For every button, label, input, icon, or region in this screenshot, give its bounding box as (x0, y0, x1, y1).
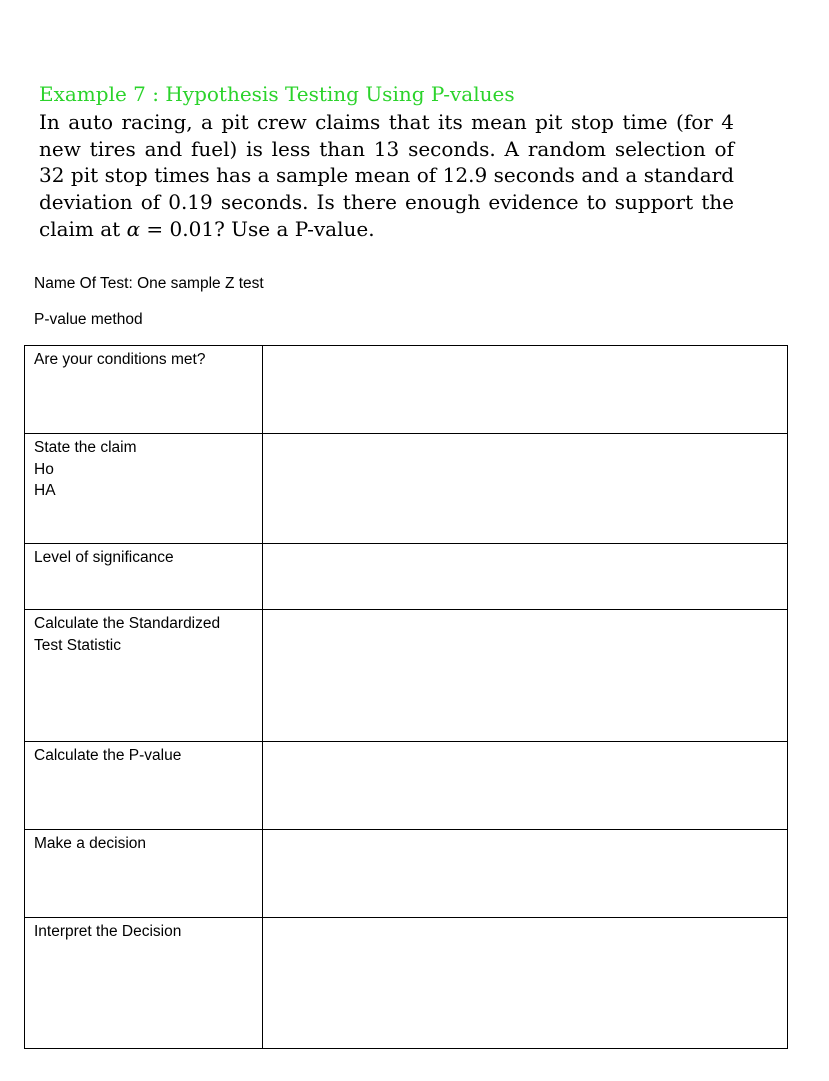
alpha-value-text: = 0.01? Use a P-value. (140, 216, 375, 241)
label-line: State the claim (34, 439, 137, 456)
label-line: Level of significance (34, 549, 174, 566)
table-row (25, 742, 788, 830)
table-row (25, 346, 788, 434)
label-line: Are your conditions met? (34, 351, 206, 368)
worksheet-table (24, 345, 788, 1049)
label-line: Calculate the P-value (34, 747, 182, 764)
table-row (25, 544, 788, 610)
method-label: P-value method (34, 311, 143, 328)
answer-cell-interpret[interactable] (263, 918, 788, 1049)
table-row (25, 918, 788, 1049)
row-label-interpret (25, 918, 263, 1049)
problem-text: In auto racing, a pit crew claims that its mean pit stop time (for 4 new tires and fuel) is less than 13 seconds. A random selection of 32 pit stop times has a sample mean of 12.9 seconds and a standard deviation of 0.19 seconds. Is there enough evidence to support the claim at (39, 110, 734, 241)
label-line: HA (34, 482, 56, 499)
test-name: Name Of Test: One sample Z test (34, 275, 264, 292)
label-line: Make a decision (34, 835, 147, 852)
alpha-symbol: α (126, 216, 141, 241)
label-line: Test Statistic (34, 636, 121, 654)
example-title: Example 7 : Hypothesis Testing Using P-values (39, 82, 515, 106)
label-line: Ho (34, 460, 54, 478)
answer-cell-p-value[interactable] (263, 742, 788, 830)
row-label-test-statistic (25, 610, 263, 742)
label-line: Calculate the Standardized (34, 615, 221, 632)
table-row (25, 434, 788, 544)
table-row (25, 610, 788, 742)
answer-cell-test-statistic[interactable] (263, 610, 788, 742)
row-label-conditions (25, 346, 263, 434)
row-label-significance (25, 544, 263, 610)
problem-statement (39, 109, 734, 243)
answer-cell-claim[interactable] (263, 434, 788, 544)
row-label-claim (25, 434, 263, 544)
row-label-p-value (25, 742, 263, 830)
answer-cell-decision[interactable] (263, 830, 788, 918)
row-label-decision (25, 830, 263, 918)
answer-cell-conditions[interactable] (263, 346, 788, 434)
answer-cell-significance[interactable] (263, 544, 788, 610)
table-row (25, 830, 788, 918)
label-line: Interpret the Decision (34, 923, 182, 940)
